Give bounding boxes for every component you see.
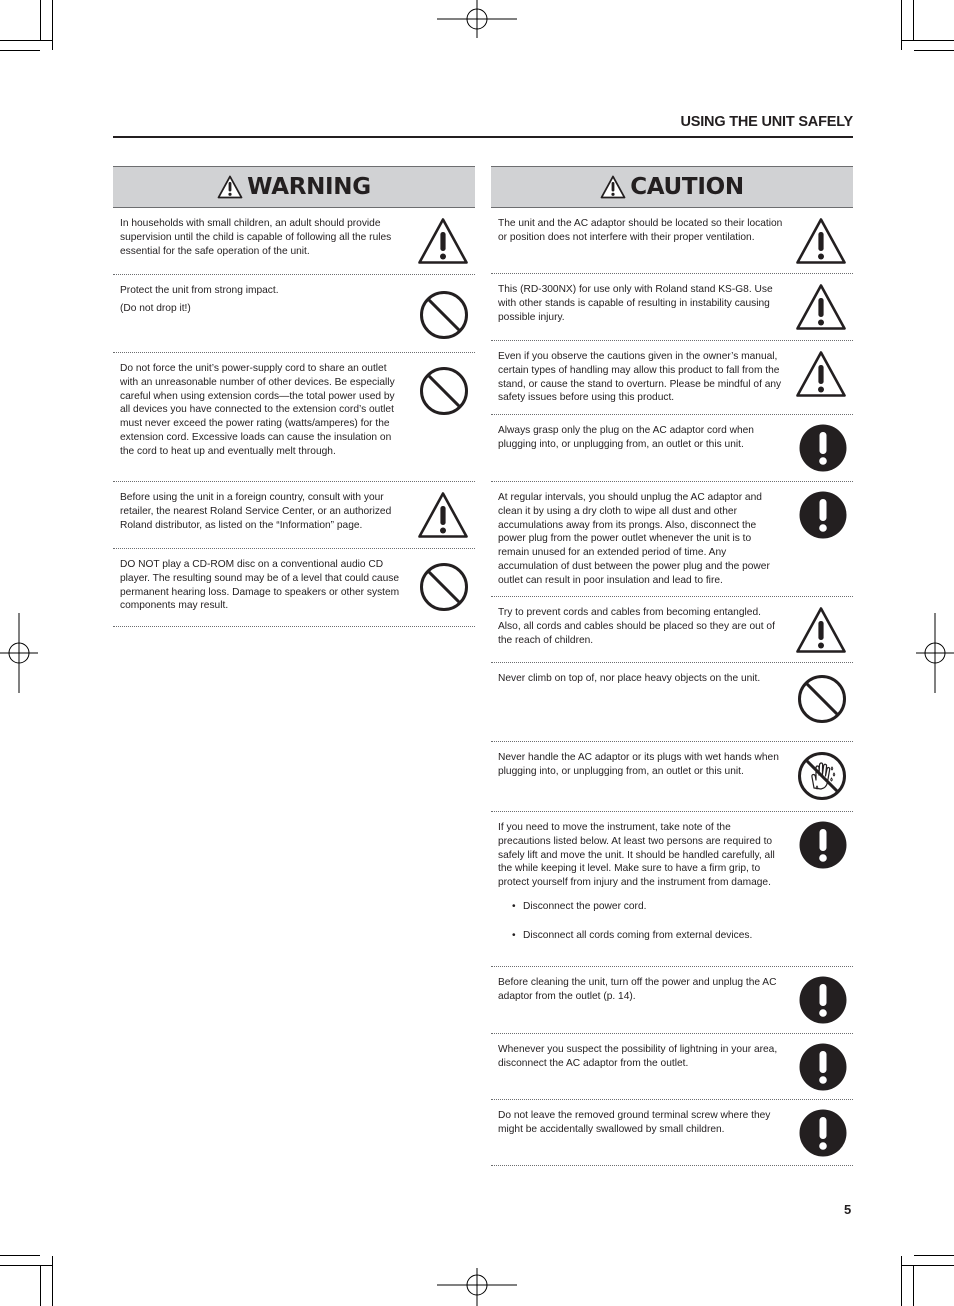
registration-mark-icon — [437, 1266, 517, 1306]
caution-item — [491, 967, 853, 1034]
item-paragraph: Before using the unit in a foreign country, consult with your retailer, the nearest Roland Service Center, or an authorized Roland distributor, as listed on the “Information” page. — [120, 492, 392, 531]
item-paragraph: Even if you observe the cautions given in the owner’s manual, certain types of handling may allow this product to fall from the stand, or cause the stand to overturn. Please be mindful of any safety issues before using this product. — [498, 351, 782, 404]
warning-label: WARNING — [247, 174, 371, 200]
item-text — [498, 424, 784, 456]
caution-triangle-icon — [795, 283, 847, 336]
caution-item — [491, 1100, 853, 1166]
crop-mark — [902, 40, 954, 41]
crop-mark — [913, 0, 914, 40]
caution-banner — [491, 166, 853, 208]
item-paragraph: This (RD-300NX) for use only with Roland stand KS-G8. Use with other stands is capable of resulting in instability causing possible injury. — [498, 284, 773, 323]
crop-mark — [902, 1265, 954, 1266]
item-text — [120, 217, 406, 262]
warning-column — [113, 166, 475, 627]
caution-item — [491, 482, 853, 597]
item-paragraph: Before cleaning the unit, turn off the power and unplug the AC adaptor from the outlet (p. 14). — [498, 977, 777, 1002]
item-text — [498, 976, 784, 1008]
caution-column — [491, 166, 853, 1166]
caution-triangle-icon — [417, 217, 469, 270]
prohibited-icon — [797, 674, 847, 729]
warning-banner — [113, 166, 475, 208]
crop-mark — [0, 1255, 40, 1256]
warning-list — [113, 208, 475, 627]
warning-item — [113, 208, 475, 275]
item-text — [498, 672, 784, 690]
item-text — [498, 751, 784, 783]
header-divider — [113, 136, 853, 138]
prohibited-icon — [419, 290, 469, 345]
item-text — [120, 284, 406, 320]
crop-mark — [52, 0, 53, 50]
item-text — [498, 606, 784, 651]
warning-item — [113, 353, 475, 482]
mandatory-action-icon — [799, 424, 847, 477]
item-text — [120, 491, 406, 536]
caution-label: CAUTION — [630, 174, 744, 200]
warning-triangle-icon — [217, 175, 243, 199]
caution-item — [491, 812, 853, 967]
item-text — [120, 558, 406, 617]
caution-item — [491, 341, 853, 415]
caution-item — [491, 1034, 853, 1100]
item-paragraph: (Do not drop it!) — [120, 302, 191, 314]
item-paragraph: Do not leave the removed ground terminal screw where they might be accidentally swallowed by small children. — [498, 1110, 771, 1135]
caution-item — [491, 415, 853, 482]
item-text — [498, 1109, 784, 1141]
caution-item — [491, 597, 853, 663]
warning-item — [113, 482, 475, 549]
crop-mark — [40, 1266, 41, 1306]
item-text — [498, 821, 784, 958]
crop-mark — [40, 0, 41, 40]
item-paragraph: Always grasp only the plug on the AC adaptor cord when plugging into, or unplugging from, an outlet or this unit. — [498, 425, 754, 450]
item-paragraph: Protect the unit from strong impact. — [120, 285, 279, 296]
caution-triangle-icon — [795, 217, 847, 270]
caution-triangle-icon — [795, 606, 847, 659]
item-text — [498, 350, 784, 409]
caution-list — [491, 208, 853, 1166]
crop-mark — [913, 1266, 914, 1306]
item-text — [120, 362, 406, 463]
mandatory-action-icon — [799, 976, 847, 1029]
caution-item — [491, 742, 853, 812]
crop-mark — [0, 50, 40, 51]
warning-item — [113, 549, 475, 627]
crop-mark — [52, 1256, 53, 1306]
item-paragraph: Never handle the AC adaptor or its plugs with wet hands when plugging into, or unplugging from, an outlet or this unit. — [498, 752, 779, 777]
bullet-list — [498, 900, 784, 943]
mandatory-action-icon — [799, 1043, 847, 1096]
registration-mark-icon — [914, 613, 954, 693]
page-number: 5 — [844, 1202, 852, 1217]
mandatory-action-icon — [799, 1109, 847, 1162]
bullet-item: • Disconnect the power cord. — [498, 900, 784, 914]
crop-mark — [901, 1256, 902, 1306]
crop-mark — [901, 0, 902, 50]
item-paragraph: At regular intervals, you should unplug the AC adaptor and clean it by using a dry cloth to wipe all dust and other accumulations away from its prongs. Also, disconnect the power plug from the power outlet whenever the unit is to remain unused for an extended period of time. Any accumulation of dust between the power plug and the power outlet can result in poor insulation and lead to fire. — [498, 492, 770, 586]
item-paragraph: Do not force the unit’s power-supply cord to share an outlet with an unreasonable number of other devices. Be especially careful when using extension cords—the total power used by all devices you have connected to the extension cord’s outlet must never exceed the power rating (watts/amperes) for the extension cord. Excessive loads can cause the insulation on the cord to heat up and eventually melt through. — [120, 363, 395, 457]
caution-triangle-icon — [795, 350, 847, 403]
no-wet-hands-icon — [797, 751, 847, 806]
item-paragraph: If you need to move the instrument, take note of the precautions listed below. At least two persons are required to safely lift and move the unit. It should be handled carefully, all the while keeping it level. Make sure to have a firm grip, to protect yourself from injury and the instrument from damage. — [498, 822, 775, 889]
item-paragraph: Try to prevent cords and cables from becoming entangled. Also, all cords and cables should be placed so they are out of the reach of children. — [498, 607, 775, 646]
caution-item — [491, 208, 853, 274]
item-text — [498, 1043, 784, 1075]
warning-item — [113, 275, 475, 353]
crop-mark — [0, 40, 52, 41]
section-title: USING THE UNIT SAFELY — [680, 114, 853, 130]
bullet-item: • Disconnect all cords coming from external devices. — [498, 929, 784, 943]
item-paragraph: The unit and the AC adaptor should be located so their location or position does not interfere with their proper ventilation. — [498, 218, 783, 243]
prohibited-icon — [419, 562, 469, 617]
item-paragraph: Whenever you suspect the possibility of lightning in your area, disconnect the AC adaptor from the outlet. — [498, 1044, 778, 1069]
item-text — [498, 283, 784, 328]
registration-mark-icon — [437, 0, 517, 40]
item-paragraph: DO NOT play a CD-ROM disc on a conventional audio CD player. The resulting sound may be of a level that could cause permanent hearing loss. Damage to speakers or other system components may result. — [120, 559, 400, 612]
warning-triangle-icon — [600, 175, 626, 199]
mandatory-action-icon — [799, 491, 847, 544]
item-text — [498, 217, 784, 249]
prohibited-icon — [419, 366, 469, 421]
crop-mark — [0, 1265, 52, 1266]
crop-mark — [914, 50, 954, 51]
item-paragraph: In households with small children, an adult should provide supervision until the child is capable of following all the rules essential for the safe operation of the unit. — [120, 218, 392, 257]
item-text — [498, 491, 784, 592]
registration-mark-icon — [0, 613, 40, 693]
crop-mark — [914, 1255, 954, 1256]
caution-item — [491, 274, 853, 341]
caution-item — [491, 663, 853, 742]
mandatory-action-icon — [799, 821, 847, 874]
item-paragraph: Never climb on top of, nor place heavy objects on the unit. — [498, 673, 761, 684]
caution-triangle-icon — [417, 491, 469, 544]
